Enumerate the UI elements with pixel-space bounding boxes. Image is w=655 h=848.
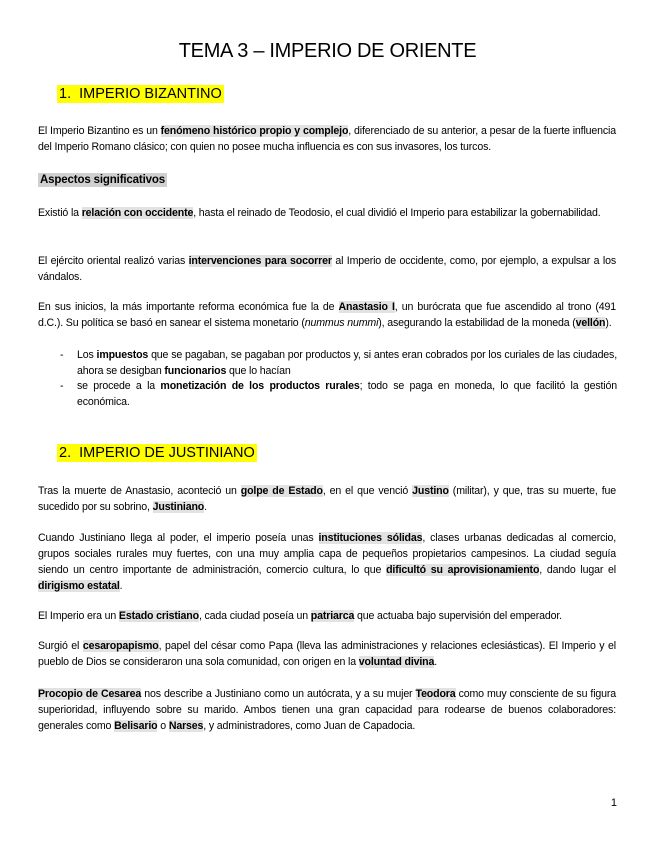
section-2-p1 [38, 483, 616, 515]
text: , diferenciado de su anterior, a pesar de la fuerte influencia del Imperio Romano clásico; con quien no posee mucha influencia es con sus invasores, los turcos. [38, 125, 616, 153]
text: como muy consciente de su figura superioridad, influyendo sobre su marido. Ambos tienen una gran capacidad para rodearse de buenos colaboradores: generales como [38, 688, 617, 732]
keyword: Procopio de Cesarea [38, 688, 142, 700]
keyword: Justino [412, 485, 449, 497]
text: ), asegurando la estabilidad de la moneda ( [378, 317, 576, 329]
keyword: patriarca [310, 610, 355, 622]
section-2-heading-highlight [57, 444, 257, 462]
text: El ejército oriental realizó varias [38, 255, 189, 267]
keyword: voluntad divina [358, 656, 435, 668]
text: que actuaba bajo supervisión del emperador. [354, 610, 562, 622]
keyword: Estado cristiano [118, 610, 199, 622]
section-2-heading [57, 445, 257, 461]
text: , dando lugar el [539, 564, 616, 576]
section-1-intro [38, 123, 616, 155]
section-1-title: IMPERIO BIZANTINO [79, 86, 222, 102]
text: ). [605, 317, 612, 329]
section-1-p3 [38, 299, 616, 331]
section-1-number: 1. [59, 86, 72, 102]
text: . [204, 501, 207, 513]
page-title: TEMA 3 – IMPERIO DE ORIENTE [178, 40, 477, 62]
keyword: impuestos [96, 349, 149, 361]
text: Cuando Justiniano llega al poder, el imperio poseía unas [38, 532, 319, 544]
text: , y administradores, como Juan de Capadocia. [203, 720, 416, 732]
keyword: Belisario [114, 720, 158, 732]
keyword: instituciones sólidas [318, 532, 423, 544]
section-2-p5 [38, 686, 616, 734]
keyword: intervenciones para socorrer [188, 255, 332, 267]
text: , papel del césar como Papa (lleva las administraciones y relaciones eclesiásticas). El Imperio y el pueblo de Dios se consideraron una sola comunidad, con origen en la [38, 640, 616, 668]
bullet-dash: - [60, 380, 64, 392]
keyword: Teodora [415, 688, 456, 700]
subheading-text: Aspectos significativos [40, 174, 166, 186]
italic-term: nummus nummi [304, 317, 379, 329]
section-2-title: IMPERIO DE JUSTINIANO [79, 445, 255, 461]
keyword: cesaropapismo [82, 640, 159, 652]
text: , clases urbanas dedicadas al comercio, grupos sociales rurales muy fuertes, con una muy amplia capa de pequeños propietarios campesinos. La ciudad seguía siendo un centro importante de administración, comercio cultura, lo que [38, 532, 616, 576]
section-1-heading [57, 86, 224, 102]
text: (militar), y que, tras su muerte, fue sucedido por su sobrino, [38, 485, 616, 513]
text: , cada ciudad poseía un [198, 610, 311, 622]
keyword: golpe de Estado [240, 485, 323, 497]
section-2-p2 [38, 530, 616, 594]
text: El Imperio Bizantino es un [38, 125, 161, 137]
bullet-item [77, 347, 617, 379]
text: Los [77, 349, 97, 361]
text: Tras la muerte de Anastasio, aconteció un [38, 485, 241, 497]
text: o [157, 720, 169, 732]
text: , un burócrata que fue ascendido al trono (491 d.C.). Su política se basó en sanear el sistema monetario ( [38, 301, 616, 329]
text: , en el que venció [322, 485, 413, 497]
keyword: monetización de los productos rurales [160, 380, 360, 392]
keyword: fenómeno histórico propio y complejo [160, 125, 349, 137]
section-1-heading-highlight [57, 85, 224, 103]
section-2-number: 2. [59, 445, 72, 461]
bullet-dash: - [60, 349, 64, 361]
keyword: Narses [168, 720, 204, 732]
section-1-p2 [38, 253, 616, 285]
keyword: vellón [575, 317, 606, 329]
text: nos describe a Justiniano como un autócrata, y a su mujer [141, 688, 416, 700]
text: que se pagaban, se pagaban por productos y, si antes eran cobrados por los curiales de las ciudades, ahora se desigban [77, 349, 617, 377]
section-1-p1 [38, 205, 616, 221]
keyword: dirigismo estatal [38, 580, 120, 592]
text: El Imperio era un [38, 610, 119, 622]
text: al Imperio de occidente, como, por ejemplo, a expulsar a los vándalos. [38, 255, 616, 283]
bullet-item [77, 378, 617, 410]
keyword: relación con occidente [81, 207, 194, 219]
text: En sus inicios, la más importante reforma económica fue la de [38, 301, 339, 313]
keyword: dificultó su aprovisionamiento [386, 564, 540, 576]
keyword: Anastasio I [338, 301, 395, 313]
text: Surgió el [38, 640, 83, 652]
keyword: Justiniano [152, 501, 205, 513]
text: ; todo se paga en moneda, lo que facilitó la gestión económica. [77, 380, 617, 408]
text: , hasta el reinado de Teodosio, el cual dividió el Imperio para estabilizar la gobernabilidad. [193, 207, 601, 219]
text: Existió la [38, 207, 82, 219]
subheading-aspectos [38, 172, 616, 188]
text: . [434, 656, 438, 668]
page-number: 1 [610, 797, 617, 809]
text: se procede a la [77, 380, 161, 392]
keyword: funcionarios [164, 365, 227, 377]
section-2-p3 [38, 608, 616, 624]
text: que lo hacían [226, 365, 291, 377]
section-2-p4 [38, 638, 616, 670]
text: . [119, 580, 123, 592]
